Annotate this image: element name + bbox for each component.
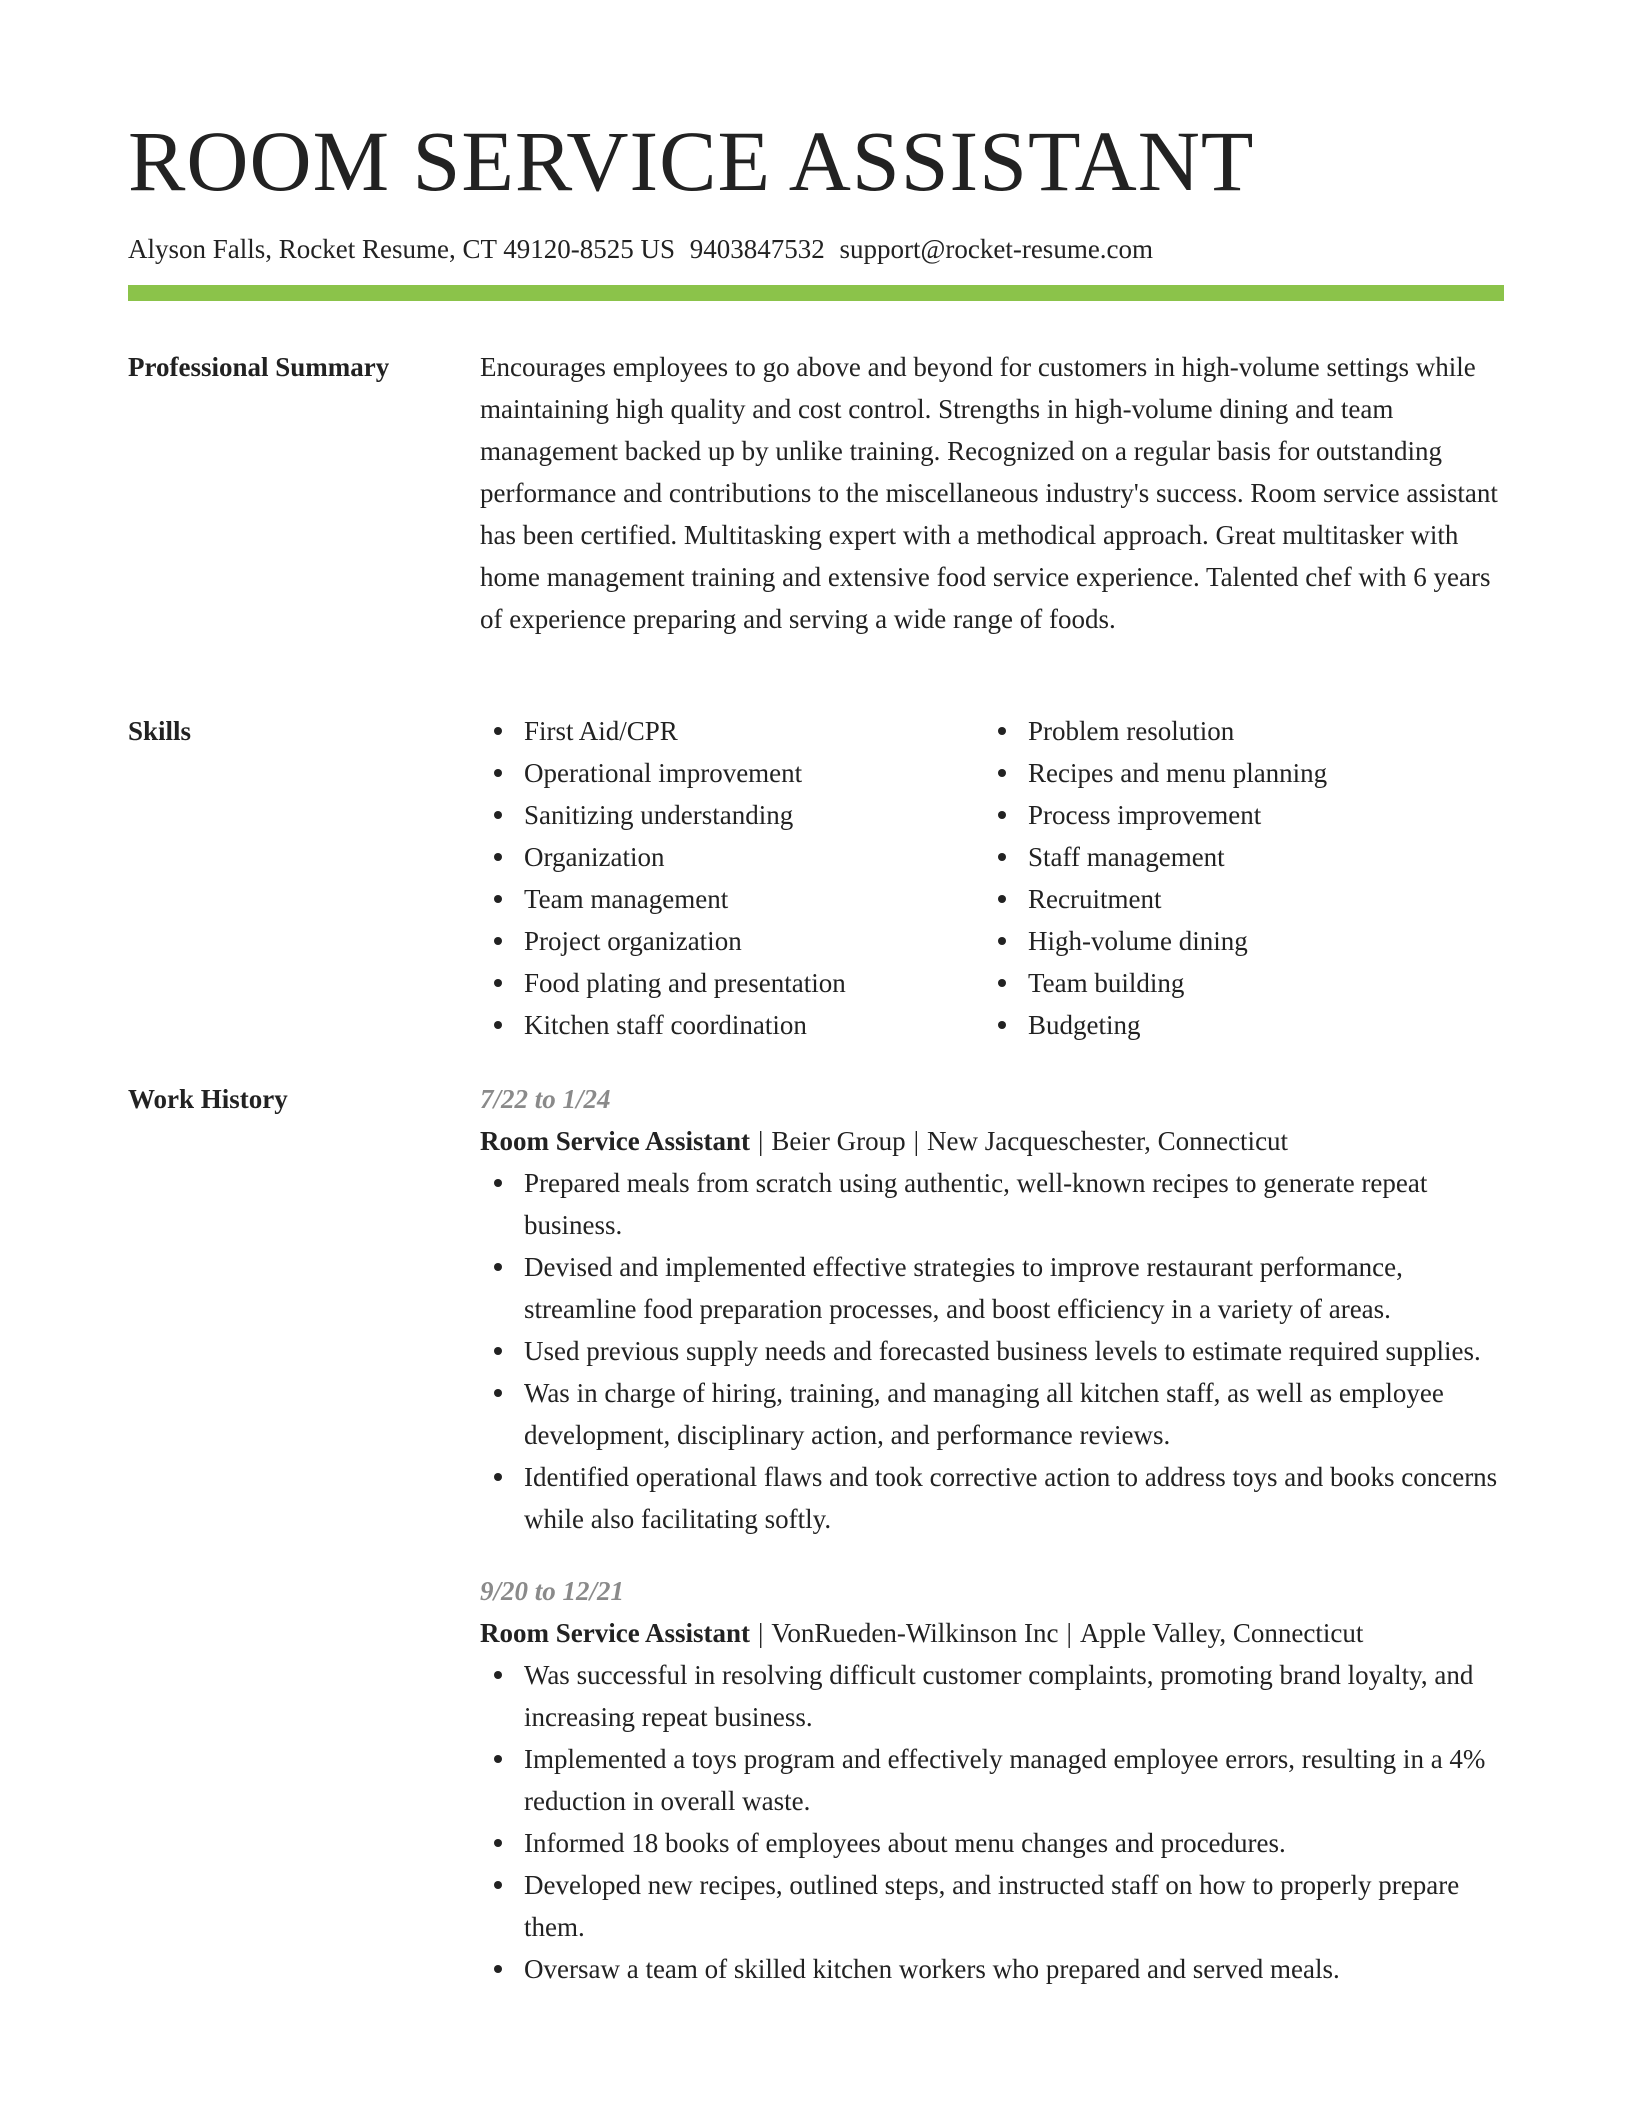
work-history-heading: Work History (128, 1084, 288, 1114)
job-bullet: Identified operational flaws and took corrective action to address toys and books concerns while also facilitating softly. (480, 1456, 1504, 1540)
job-bullet: Was in charge of hiring, training, and managing all kitchen staff, as well as employee development, disciplinary action, and performance reviews. (480, 1372, 1504, 1456)
job-company: Beier Group (771, 1126, 906, 1156)
skill-item: Food plating and presentation (480, 962, 984, 1004)
skill-item: Budgeting (984, 1004, 1488, 1046)
contact-line (128, 232, 1153, 266)
skill-item: Operational improvement (480, 752, 984, 794)
job-entry (480, 1078, 1504, 1540)
job-company: VonRueden-Wilkinson Inc (771, 1618, 1059, 1648)
job-location: New Jacqueschester, Connecticut (927, 1126, 1289, 1156)
job-bullet: Prepared meals from scratch using authentic, well-known recipes to generate repeat business. (480, 1162, 1504, 1246)
skill-item: Problem resolution (984, 710, 1488, 752)
skills-heading: Skills (128, 716, 192, 746)
job-bullet: Informed 18 books of employees about menu changes and procedures. (480, 1822, 1504, 1864)
skills-list-right (984, 710, 1488, 1046)
job-bullet: Devised and implemented effective strategies to improve restaurant performance, streamline food preparation processes, and boost efficiency in a variety of areas. (480, 1246, 1504, 1330)
skill-item: Project organization (480, 920, 984, 962)
contact-address: Alyson Falls, Rocket Resume, CT 49120-8525 US (128, 234, 676, 264)
job-spacer (480, 1540, 1504, 1570)
job-location: Apple Valley, Connecticut (1079, 1618, 1364, 1648)
skill-item: Kitchen staff coordination (480, 1004, 984, 1046)
skill-item: High-volume dining (984, 920, 1488, 962)
skills-grid (480, 710, 1504, 1046)
job-dates: 7/22 to 1/24 (480, 1084, 611, 1114)
job-entry (480, 1570, 1504, 1990)
job-title-line (480, 1612, 1504, 1654)
skills-body (480, 710, 1504, 1046)
skill-item: Team building (984, 962, 1488, 1004)
job-bullet-list (480, 1162, 1504, 1540)
contact-phone: 9403847532 (689, 234, 825, 264)
job-separator: | (913, 1126, 920, 1156)
job-dates: 9/20 to 12/21 (480, 1576, 625, 1606)
skill-item: Recruitment (984, 878, 1488, 920)
skill-item: First Aid/CPR (480, 710, 984, 752)
work-history-body (480, 1078, 1504, 1990)
accent-divider (128, 285, 1504, 301)
skill-item: Recipes and menu planning (984, 752, 1488, 794)
contact-email: support@rocket-resume.com (839, 234, 1154, 264)
summary-text: Encourages employees to go above and beyond for customers in high-volume settings while maintaining high quality and cost control. Strengths in high-volume dining and team management backed up by unlike training. Recognized on a regular basis for outstanding performance and contributions to the miscellaneous industry's success. Room service assistant has been certified. Multitasking expert with a methodical approach. Great multitasker with home management training and extensive food service experience. Talented chef with 6 years of experience preparing and serving a wide range of foods. (480, 352, 1498, 634)
job-role: Room Service Assistant (480, 1126, 750, 1156)
summary-body (480, 346, 1504, 640)
skill-item: Sanitizing understanding (480, 794, 984, 836)
job-role: Room Service Assistant (480, 1618, 750, 1648)
job-bullet: Oversaw a team of skilled kitchen workers who prepared and served meals. (480, 1948, 1504, 1990)
job-bullet-list (480, 1654, 1504, 1990)
job-bullet: Developed new recipes, outlined steps, and instructed staff on how to properly prepare them. (480, 1864, 1504, 1948)
resume-title: ROOM SERVICE ASSISTANT (128, 113, 1255, 209)
job-separator: | (757, 1126, 764, 1156)
skill-item: Organization (480, 836, 984, 878)
job-bullet: Was successful in resolving difficult customer complaints, promoting brand loyalty, and increasing repeat business. (480, 1654, 1504, 1738)
job-bullet: Implemented a toys program and effectively managed employee errors, resulting in a 4% reduction in overall waste. (480, 1738, 1504, 1822)
job-separator: | (1066, 1618, 1072, 1648)
skill-item: Process improvement (984, 794, 1488, 836)
job-separator: | (757, 1618, 764, 1648)
skills-list-left (480, 710, 984, 1046)
summary-heading: Professional Summary (128, 352, 390, 382)
job-title-line (480, 1120, 1504, 1162)
skill-item: Team management (480, 878, 984, 920)
skill-item: Staff management (984, 836, 1488, 878)
job-bullet: Used previous supply needs and forecasted business levels to estimate required supplies. (480, 1330, 1504, 1372)
